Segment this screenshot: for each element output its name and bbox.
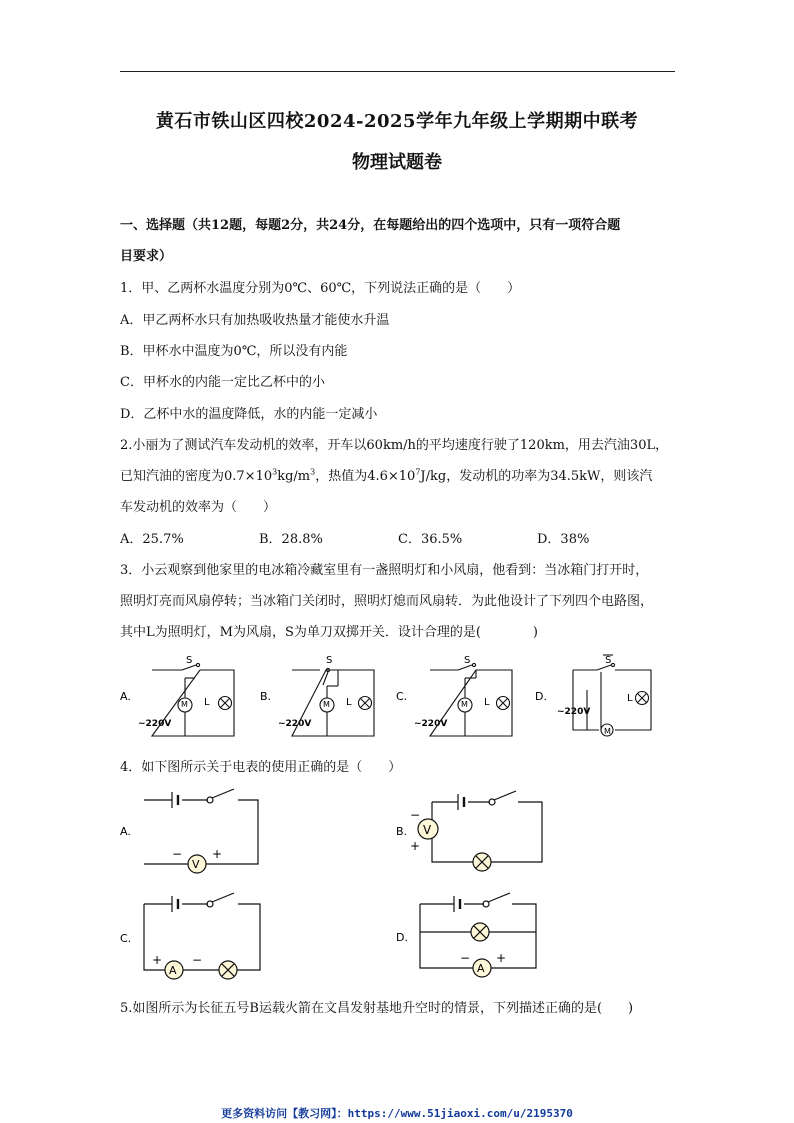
svg-text:L: L xyxy=(627,693,633,704)
svg-text:S: S xyxy=(605,655,612,666)
question-3-line-3: 其中L为照明灯，M为风扇，S为单刀双掷开关．设计合理的是( ) xyxy=(120,625,538,640)
circuit-a-svg xyxy=(120,650,280,745)
exam-subtitle: 物理试题卷 xyxy=(352,152,442,173)
question-2-line-3: 车发动机的效率为（ ） xyxy=(120,500,277,515)
question-3-diagram-a xyxy=(120,650,280,745)
svg-text:+: + xyxy=(212,847,223,861)
question-5-stem: 5.如图所示为长征五号B运载火箭在文昌发射基地升空时的情景，下列描述正确的是( ) xyxy=(120,1001,634,1016)
question-2-option-b: B．28.8% xyxy=(259,532,323,547)
svg-text:A: A xyxy=(477,962,485,975)
question-3-line-1: 3．小云观察到他家里的电冰箱冷藏室里有一盏照明灯和小风扇，他看到：当冰箱门打开时， xyxy=(120,563,649,578)
question-4-diagram-c xyxy=(120,888,280,988)
question-1-option-c: C．甲杯水的内能一定比乙杯中的小 xyxy=(120,375,325,390)
circuit-d-svg xyxy=(535,650,670,745)
svg-text:~220V: ~220V xyxy=(414,719,448,729)
question-2-line-1: 2.小丽为了测试汽车发动机的效率，开车以60km/h的平均速度行驶了120km，用去汽油30L， xyxy=(120,438,669,453)
svg-text:S: S xyxy=(326,655,333,666)
question-4-diagram-b xyxy=(396,782,556,882)
svg-text:S: S xyxy=(464,655,471,666)
svg-text:−: − xyxy=(410,808,421,822)
svg-text:−: − xyxy=(460,951,471,965)
svg-text:C.: C. xyxy=(396,690,408,703)
header-rule xyxy=(120,71,675,72)
question-2-option-d: D．38% xyxy=(537,532,590,547)
svg-text:~220V: ~220V xyxy=(557,707,591,717)
svg-text:M: M xyxy=(323,700,330,709)
svg-text:C.: C. xyxy=(120,932,132,945)
question-3-diagram-c xyxy=(396,650,536,745)
question-4-stem: 4．如下图所示关于电表的使用正确的是（ ） xyxy=(120,760,402,775)
question-4-diagram-a xyxy=(120,780,280,880)
question-3-line-2: 照明灯亮而风扇停转；当冰箱门关闭时，照明灯熄而风扇转．为此他设计了下列四个电路图， xyxy=(120,594,654,609)
question-1-option-a: A．甲乙两杯水只有加热吸收热量才能使水升温 xyxy=(120,313,390,328)
svg-text:L: L xyxy=(204,697,210,708)
svg-text:V: V xyxy=(192,858,200,871)
svg-text:~220V: ~220V xyxy=(138,719,172,729)
question-2-option-c: C．36.5% xyxy=(398,532,463,547)
svg-text:M: M xyxy=(604,727,611,736)
svg-text:M: M xyxy=(461,700,468,709)
meter-circuit-c-svg xyxy=(120,888,280,988)
question-3-diagram-d xyxy=(535,650,670,745)
question-1-stem: 1．甲、乙两杯水温度分别为0℃、60℃，下列说法正确的是（ ） xyxy=(120,281,521,296)
svg-text:+: + xyxy=(410,839,421,853)
circuit-c-svg xyxy=(396,650,536,745)
svg-text:M: M xyxy=(181,700,188,709)
svg-text:D.: D. xyxy=(396,931,408,944)
meter-circuit-b-svg xyxy=(396,782,556,882)
meter-circuit-a-svg xyxy=(120,780,280,880)
question-3-diagram-b xyxy=(260,650,400,745)
footer-link[interactable]: 更多资料访问【教习网】：https://www.51jiaoxi.com/u/2195370 xyxy=(221,1107,573,1120)
svg-text:A.: A. xyxy=(120,825,131,838)
svg-text:D.: D. xyxy=(535,690,547,703)
question-1-option-d: D．乙杯中水的温度降低，水的内能一定减小 xyxy=(120,407,378,422)
svg-text:B.: B. xyxy=(396,825,408,838)
svg-text:−: − xyxy=(192,953,203,967)
svg-text:V: V xyxy=(423,823,432,837)
svg-text:L: L xyxy=(484,697,490,708)
exam-title: 黄石市铁山区四校2024-2025学年九年级上学期期中联考 xyxy=(155,111,639,132)
circuit-b-svg xyxy=(260,650,400,745)
svg-text:L: L xyxy=(346,697,352,708)
question-2-line-2: 已知汽油的密度为$0.7\times 10^3kg/m^3$，热值为$4.6\times 10^7J/kg$，发动机的功率为34.5kW，则该汽 xyxy=(120,467,653,484)
svg-text:~220V: ~220V xyxy=(278,719,312,729)
svg-text:S: S xyxy=(186,655,193,666)
section-heading-cont: 目要求） xyxy=(120,249,173,264)
svg-text:+: + xyxy=(152,953,163,967)
question-4-diagram-d xyxy=(396,888,556,988)
svg-text:A.: A. xyxy=(120,690,131,703)
meter-circuit-d-svg xyxy=(396,888,556,988)
svg-text:+: + xyxy=(496,951,507,965)
svg-text:−: − xyxy=(172,847,183,861)
svg-text:B.: B. xyxy=(260,690,272,703)
svg-text:A: A xyxy=(169,964,177,977)
question-2-option-a: A．25.7% xyxy=(120,532,184,547)
question-1-option-b: B．甲杯水中温度为0℃，所以没有内能 xyxy=(120,344,348,359)
section-heading: 一、选择题（共12题，每题2分，共24分，在每题给出的四个选项中，只有一项符合题 xyxy=(120,218,621,233)
